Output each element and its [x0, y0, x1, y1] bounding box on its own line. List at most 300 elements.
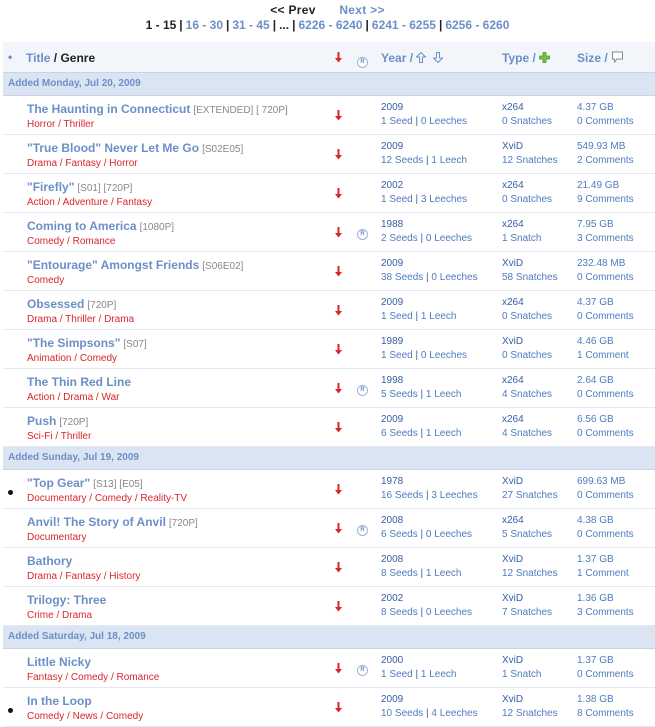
torrent-tags: [S01] [720P] [77, 183, 133, 194]
seeds-link[interactable]: 38 Seeds [381, 272, 424, 283]
genre-link[interactable]: Romance [72, 236, 116, 247]
genre-list [27, 197, 152, 208]
genre-separator: / [55, 119, 64, 130]
arrow-down-icon[interactable] [433, 52, 443, 63]
genre-list [27, 532, 86, 543]
seeds-link[interactable]: 10 Seeds [381, 708, 424, 719]
type-value: x264 [502, 414, 524, 425]
year-value: 2000 [381, 655, 404, 666]
select-all-dot[interactable]: • [8, 50, 13, 64]
comments-link[interactable]: 0 Comments [577, 428, 634, 439]
genre-link[interactable]: Drama [27, 571, 58, 582]
torrent-title-link[interactable]: Obsessed [720P] [27, 297, 117, 311]
genre-list [27, 314, 134, 325]
genre-link[interactable]: Horror [27, 119, 56, 130]
comments-link[interactable]: 1 Comment [577, 568, 629, 579]
size-value: 1.37 GB [577, 655, 614, 666]
genre-list [27, 431, 91, 442]
type-value: XviD [502, 593, 524, 604]
genre-link[interactable]: Drama [63, 392, 94, 403]
torrent-tags: [1080P] [139, 222, 175, 233]
snatches-link[interactable]: 12 Snatches [502, 568, 558, 579]
pagination [0, 0, 655, 40]
pipe-separator: | [423, 708, 432, 719]
torrent-tags: [S13] [E05] [93, 479, 143, 490]
type-value: x264 [502, 375, 524, 386]
comment-icon[interactable] [611, 51, 624, 63]
table-row [3, 174, 655, 213]
page-link[interactable]: 6256 - 6260 [445, 18, 510, 32]
year-value: 2008 [381, 554, 404, 565]
year-value: 2009 [381, 297, 404, 308]
genre-link[interactable]: Thriller [65, 314, 96, 325]
header-slash: / [406, 51, 417, 65]
seeds-leeches [381, 116, 467, 127]
genre-link[interactable]: Sci-Fi [27, 431, 53, 442]
pipe-separator: | [423, 490, 432, 501]
new-bullet-icon [8, 708, 13, 713]
seeds-leeches [381, 529, 472, 540]
genre-separator: / [64, 236, 73, 247]
list-header [3, 42, 655, 73]
torrent-list [3, 42, 655, 727]
torrent-title-link[interactable]: Bathory [27, 554, 73, 568]
torrent-title-link[interactable]: Little Nicky [27, 655, 92, 669]
leeches-link[interactable]: 3 Leeches [420, 194, 468, 205]
pipe-separator: | [417, 529, 426, 540]
genre-separator: / [64, 711, 73, 722]
genre-separator: / [62, 672, 71, 683]
seeds-leeches [381, 233, 472, 244]
plus-icon[interactable] [539, 52, 550, 63]
year-value: 2009 [381, 414, 404, 425]
torrent-tags: [S02E05] [202, 144, 244, 155]
genre-link[interactable]: Reality-TV [140, 493, 188, 504]
genre-list [27, 119, 94, 130]
genre-separator: / [95, 314, 105, 325]
r-badge-label: R [357, 525, 368, 536]
genre-link[interactable]: Comedy [70, 672, 109, 683]
page-link[interactable]: 6226 - 6240 [298, 18, 363, 32]
rss-icon[interactable] [357, 523, 368, 536]
download-icon[interactable] [334, 523, 343, 537]
torrent-tags: [S06E02] [202, 261, 244, 272]
seeds-leeches [381, 389, 461, 400]
genre-list [27, 236, 115, 247]
leeches-link[interactable]: 4 Leeches [431, 708, 478, 719]
genre-link[interactable]: Fantasy [65, 571, 101, 582]
genre-link[interactable]: Comedy [105, 711, 144, 722]
year-value: 2002 [381, 593, 404, 604]
genre-list [27, 353, 117, 364]
download-icon[interactable] [334, 188, 343, 202]
table-row [3, 96, 655, 135]
size-value: 2.64 GB [577, 375, 614, 386]
genre-separator: / [93, 392, 102, 403]
pipe-separator: | [423, 272, 432, 283]
seeds-leeches [381, 272, 478, 283]
type-value: x264 [502, 102, 524, 113]
comments-link[interactable]: 9 Comments [577, 194, 634, 205]
seeds-leeches [381, 568, 461, 579]
type-value: x264 [502, 180, 524, 191]
snatches-link[interactable]: 5 Snatches [502, 529, 553, 540]
torrent-title-link[interactable]: Anvil! The Story of Anvil [720P] [27, 515, 198, 529]
genre-separator: / [100, 571, 110, 582]
page-links [0, 18, 655, 33]
torrent-title-link[interactable]: The Haunting in Connecticut [EXTENDED] [ 720P] [27, 102, 288, 116]
download-icon[interactable] [334, 305, 343, 319]
torrent-tags: [720P] [168, 518, 198, 529]
seeds-link[interactable]: 5 Seeds [381, 389, 418, 400]
seeds-link[interactable]: 1 Seed [381, 311, 413, 322]
genre-link[interactable]: War [101, 392, 120, 403]
leeches-link[interactable]: 0 Leeches [420, 350, 468, 361]
torrent-tags: [720P] [59, 417, 89, 428]
table-row [3, 213, 655, 252]
comments-link[interactable]: 0 Comments [577, 389, 634, 400]
current-page: 1 - 15 [145, 18, 177, 32]
pipe-separator: | [417, 233, 426, 244]
genre-link[interactable]: Thriller [63, 119, 95, 130]
snatches-link[interactable]: 0 Snatches [502, 350, 553, 361]
genre-list [27, 392, 119, 403]
table-row [3, 252, 655, 291]
torrent-tags: [S07] [123, 339, 147, 350]
r-badge-label: R [357, 385, 368, 396]
download-icon[interactable] [334, 227, 343, 241]
comments-link[interactable]: 3 Comments [577, 233, 634, 244]
header-slash: / [50, 51, 61, 65]
pipe-separator: | [417, 389, 426, 400]
genre-list [27, 493, 187, 504]
torrent-tags: [720P] [87, 300, 117, 311]
leeches-link[interactable]: 0 Leeches [425, 233, 473, 244]
seeds-leeches [381, 155, 467, 166]
year-value: 2009 [381, 258, 404, 269]
download-icon [334, 52, 343, 66]
comments-link[interactable]: 8 Comments [577, 708, 634, 719]
genre-link[interactable]: Horror [109, 158, 138, 169]
genre-link[interactable]: Documentary [27, 532, 87, 543]
size-value: 232.48 MB [577, 258, 626, 269]
comments-link[interactable]: 0 Comments [577, 529, 634, 540]
prev-link[interactable]: << Prev [270, 3, 316, 17]
leeches-link[interactable]: 1 Leech [425, 568, 462, 579]
next-link[interactable]: Next >> [339, 3, 385, 17]
torrent-title-link[interactable]: In the Loop [27, 694, 92, 708]
download-icon[interactable] [334, 601, 343, 615]
seeds-link[interactable]: 1 Seed [381, 116, 413, 127]
pipe-separator: | [412, 194, 421, 205]
leeches-link[interactable]: 1 Leech [420, 669, 457, 680]
genre-separator: / [53, 610, 63, 621]
comments-link[interactable]: 0 Comments [577, 311, 634, 322]
torrent-title-link[interactable]: Trilogy: Three [27, 593, 107, 607]
r-badge-label: R [357, 665, 368, 676]
pipe-separator: | [412, 116, 421, 127]
header-slash: / [529, 51, 540, 65]
new-bullet-icon [8, 490, 13, 495]
genre-link[interactable]: Drama [27, 314, 58, 325]
r-badge-label: R [357, 57, 368, 68]
type-value: x264 [502, 219, 524, 230]
leeches-link[interactable]: 1 Leech [425, 428, 462, 439]
genre-separator: / [108, 197, 117, 208]
page-link[interactable]: 31 - 45 [232, 18, 270, 32]
seeds-link[interactable]: 12 Seeds [381, 155, 424, 166]
genre-link[interactable]: Documentary [27, 493, 87, 504]
seeds-link[interactable]: 1 Seed [381, 350, 413, 361]
genre-separator: / [54, 392, 64, 403]
prev-next-links [0, 3, 655, 17]
genre-link[interactable]: Comedy [79, 353, 118, 364]
rss-icon[interactable] [357, 227, 368, 240]
seeds-link[interactable]: 1 Seed [381, 669, 413, 680]
leeches-link[interactable]: 0 Leeches [425, 607, 473, 618]
year-value: 1998 [381, 375, 404, 386]
pipe-separator: | [417, 607, 426, 618]
comments-link[interactable]: 1 Comment [577, 350, 629, 361]
size-value: 549.93 MB [577, 141, 626, 152]
size-value: 1.38 GB [577, 694, 614, 705]
genre-link[interactable]: Action [27, 392, 55, 403]
torrent-title-link[interactable]: "True Blood" Never Let Me Go [S02E05] [27, 141, 244, 155]
page-separator: | [272, 18, 277, 32]
leeches-link[interactable]: 1 Leech [431, 155, 468, 166]
size-value: 1.37 GB [577, 554, 614, 565]
genre-separator: / [52, 431, 61, 442]
genre-list [27, 610, 92, 621]
seeds-leeches [381, 194, 467, 205]
download-icon[interactable] [334, 702, 343, 716]
genre-separator: / [54, 197, 63, 208]
year-value: 2008 [381, 515, 404, 526]
leeches-link[interactable]: 0 Leeches [420, 116, 468, 127]
seeds-link[interactable]: 8 Seeds [381, 607, 418, 618]
genre-label: Genre [60, 51, 96, 65]
snatches-link[interactable]: 27 Snatches [502, 490, 558, 501]
genre-separator: / [71, 353, 80, 364]
genre-link[interactable]: Fantasy [116, 197, 153, 208]
comments-link[interactable]: 3 Comments [577, 607, 634, 618]
header-slash: / [601, 51, 612, 65]
leeches-link[interactable]: 1 Leech [420, 311, 457, 322]
genre-link[interactable]: History [109, 571, 141, 582]
download-icon[interactable] [334, 383, 343, 397]
seeds-leeches [381, 669, 456, 680]
date-group-header: Added Saturday, Jul 18, 2009 [3, 626, 655, 649]
snatches-link[interactable]: 1 Snatch [502, 233, 542, 244]
type-value: XviD [502, 655, 524, 666]
size-value: 4.46 GB [577, 336, 614, 347]
size-value: 4.37 GB [577, 102, 614, 113]
comments-link[interactable]: 0 Comments [577, 116, 634, 127]
seeds-link[interactable]: 6 Seeds [381, 529, 418, 540]
sort-title-label[interactable]: Title [26, 51, 51, 65]
snatches-link[interactable]: 0 Snatches [502, 116, 553, 127]
seeds-link[interactable]: 16 Seeds [381, 490, 424, 501]
torrent-title-link[interactable]: "Top Gear" [S13] [E05] [27, 476, 143, 490]
sort-size[interactable] [577, 51, 624, 65]
torrent-title-link[interactable]: "Entourage" Amongst Friends [S06E02] [27, 258, 244, 272]
snatches-link[interactable]: 0 Snatches [502, 194, 553, 205]
table-row [3, 291, 655, 330]
year-value: 1978 [381, 476, 404, 487]
sort-type-label[interactable]: Type [502, 51, 530, 65]
type-value: XviD [502, 694, 524, 705]
sort-type[interactable] [502, 51, 550, 65]
type-value: XviD [502, 336, 524, 347]
year-value: 2002 [381, 180, 404, 191]
pipe-separator: | [412, 669, 421, 680]
download-icon[interactable] [334, 562, 343, 576]
download-icon[interactable] [334, 484, 343, 498]
rss-icon[interactable] [357, 663, 368, 676]
current-page: ... [279, 18, 290, 32]
type-value: x264 [502, 515, 524, 526]
size-value: 1.36 GB [577, 593, 614, 604]
year-value: 2009 [381, 694, 404, 705]
genre-separator: / [86, 493, 95, 504]
torrent-title-link[interactable]: Coming to America [1080P] [27, 219, 175, 233]
genre-separator: / [57, 314, 66, 325]
leeches-link[interactable]: 0 Leeches [431, 272, 478, 283]
download-icon[interactable] [334, 266, 343, 280]
genre-link[interactable]: Fantasy [27, 672, 63, 683]
genre-link[interactable]: Comedy [27, 711, 65, 722]
rss-icon[interactable] [357, 383, 368, 396]
genre-link[interactable]: Drama [62, 610, 93, 621]
genre-separator: / [100, 158, 110, 169]
genre-link[interactable]: Comedy [27, 236, 65, 247]
snatches-link[interactable]: 4 Snatches [502, 389, 553, 400]
torrent-title-link[interactable]: Push [720P] [27, 414, 89, 428]
snatches-link[interactable]: 12 Snatches [502, 708, 558, 719]
type-value: XviD [502, 554, 524, 565]
pipe-separator: | [412, 350, 421, 361]
comments-link[interactable]: 0 Comments [577, 272, 634, 283]
year-value: 2009 [381, 102, 404, 113]
genre-link[interactable]: Thriller [60, 431, 92, 442]
seeds-link[interactable]: 6 Seeds [381, 428, 418, 439]
genre-separator: / [97, 711, 106, 722]
snatches-link[interactable]: 4 Snatches [502, 428, 553, 439]
sort-year[interactable] [381, 51, 443, 65]
genre-link[interactable]: Adventure [62, 197, 109, 208]
seeds-link[interactable]: 1 Seed [381, 194, 413, 205]
year-value: 1988 [381, 219, 404, 230]
seeds-leeches [381, 311, 456, 322]
genre-list [27, 711, 143, 722]
sort-year-label[interactable]: Year [381, 51, 407, 65]
snatches-link[interactable]: 0 Snatches [502, 311, 553, 322]
download-icon[interactable] [334, 149, 343, 163]
pipe-separator: | [417, 568, 426, 579]
arrow-up-icon[interactable] [416, 52, 426, 63]
table-row [3, 470, 655, 509]
leeches-link[interactable]: 1 Leech [425, 389, 462, 400]
download-icon[interactable] [334, 344, 343, 358]
type-value: XviD [502, 476, 524, 487]
genre-link[interactable]: Drama [27, 158, 58, 169]
page-link[interactable]: 6241 - 6255 [371, 18, 436, 32]
genre-list [27, 275, 64, 286]
download-icon[interactable] [334, 663, 343, 677]
date-group-header: Added Sunday, Jul 19, 2009 [3, 447, 655, 470]
download-icon[interactable] [334, 422, 343, 436]
torrent-title-link[interactable]: "Firefly" [S01] [720P] [27, 180, 133, 194]
seeds-leeches [381, 708, 478, 719]
table-row [3, 548, 655, 587]
torrent-title-link[interactable]: The Thin Red Line [27, 375, 131, 389]
genre-link[interactable]: Romance [116, 672, 160, 683]
seeds-leeches [381, 350, 467, 361]
seeds-link[interactable]: 2 Seeds [381, 233, 418, 244]
genre-separator: / [57, 158, 66, 169]
size-value: 6.56 GB [577, 414, 614, 425]
download-icon[interactable] [334, 110, 343, 124]
size-value: 21.49 GB [577, 180, 620, 191]
table-row [3, 587, 655, 626]
genre-link[interactable]: News [72, 711, 98, 722]
snatches-link[interactable]: 12 Snatches [502, 155, 558, 166]
leeches-link[interactable]: 0 Leeches [425, 529, 473, 540]
torrent-tags: [EXTENDED] [ 720P] [193, 105, 288, 116]
size-value: 7.95 GB [577, 219, 614, 230]
sort-size-label[interactable]: Size [577, 51, 602, 65]
genre-list [27, 672, 159, 683]
genre-link[interactable]: Drama [104, 314, 135, 325]
size-value: 4.37 GB [577, 297, 614, 308]
type-value: XviD [502, 258, 524, 269]
genre-link[interactable]: Comedy [27, 275, 65, 286]
genre-link[interactable]: Crime [27, 610, 54, 621]
pipe-separator: | [423, 155, 432, 166]
genre-separator: / [132, 493, 141, 504]
comments-link[interactable]: 0 Comments [577, 669, 634, 680]
leeches-link[interactable]: 3 Leeches [431, 490, 478, 501]
table-row [3, 369, 655, 408]
table-row [3, 509, 655, 548]
genre-separator: / [57, 571, 66, 582]
snatches-link[interactable]: 1 Snatch [502, 669, 542, 680]
genre-link[interactable]: Action [27, 197, 55, 208]
table-row [3, 649, 655, 688]
size-value: 699.63 MB [577, 476, 626, 487]
page-separator: | [179, 18, 183, 32]
page-link[interactable]: 16 - 30 [185, 18, 224, 32]
snatches-link[interactable]: 7 Snatches [502, 607, 553, 618]
genre-list [27, 571, 140, 582]
rss-icon[interactable] [357, 52, 368, 68]
comments-link[interactable]: 2 Comments [577, 155, 634, 166]
page-separator: | [226, 18, 230, 32]
seeds-leeches [381, 428, 461, 439]
sort-title[interactable] [26, 51, 95, 65]
table-row [3, 330, 655, 369]
genre-link[interactable]: Fantasy [65, 158, 101, 169]
seeds-leeches [381, 607, 472, 618]
seeds-link[interactable]: 8 Seeds [381, 568, 418, 579]
torrent-title-link[interactable]: "The Simpsons" [S07] [27, 336, 147, 350]
genre-link[interactable]: Animation [27, 353, 72, 364]
comments-link[interactable]: 0 Comments [577, 490, 634, 501]
snatches-link[interactable]: 58 Snatches [502, 272, 558, 283]
type-value: x264 [502, 297, 524, 308]
date-group-header: Added Monday, Jul 20, 2009 [3, 73, 655, 96]
genre-link[interactable]: Comedy [94, 493, 133, 504]
